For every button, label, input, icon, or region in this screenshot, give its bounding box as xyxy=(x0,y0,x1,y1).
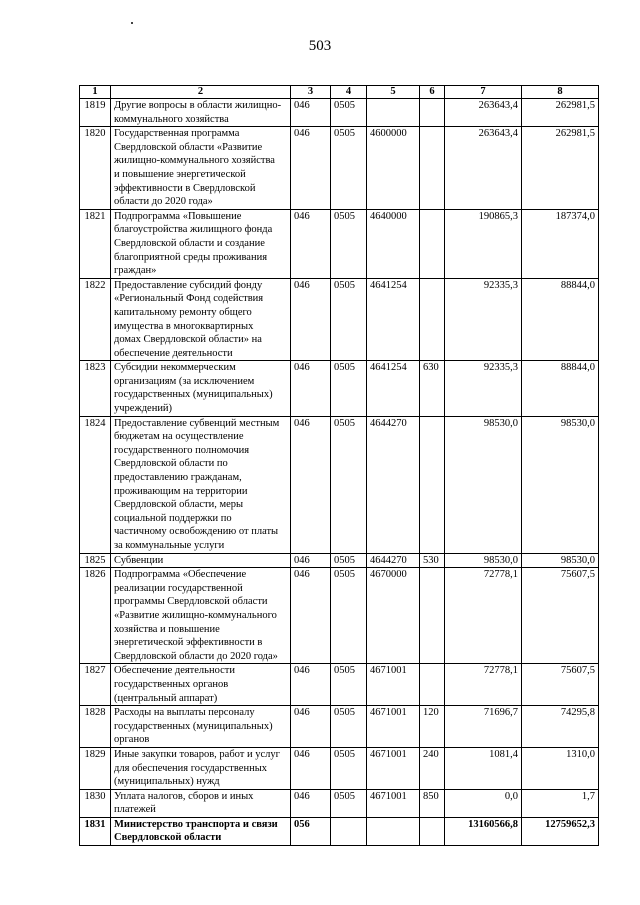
section-code xyxy=(331,817,367,845)
amount-col-7: 72778,1 xyxy=(445,568,522,664)
item-name xyxy=(111,209,291,278)
section-code: 0505 xyxy=(331,664,367,706)
col-header-3: 3 xyxy=(291,86,331,99)
item-name-line: благоустройства жилищного фонда xyxy=(114,224,273,236)
item-name-line: домах Свердловской области» на xyxy=(114,334,262,346)
ministry-code: 046 xyxy=(291,127,331,210)
expense-type-code: 240 xyxy=(420,747,445,789)
amount-col-8: 12759652,3 xyxy=(522,817,599,845)
item-name xyxy=(111,747,291,789)
target-article-code: 4600000 xyxy=(367,127,420,210)
item-name-line: Свердловской области и создание xyxy=(114,237,265,249)
item-name xyxy=(111,416,291,553)
item-name-line: органов xyxy=(114,734,150,746)
item-name-line: обеспечение деятельности xyxy=(114,347,233,359)
budget-table xyxy=(79,85,599,846)
expense-type-code: 850 xyxy=(420,789,445,817)
expense-type-code xyxy=(420,568,445,664)
section-code: 0505 xyxy=(331,278,367,361)
item-name-line: Расходы на выплаты персоналу xyxy=(114,707,255,719)
col-header-4: 4 xyxy=(331,86,367,99)
amount-col-8: 98530,0 xyxy=(522,416,599,553)
item-name-line: Свердловской области xyxy=(114,832,222,844)
row-number: 1820 xyxy=(80,127,111,210)
item-name-line: «Развитие жилищно-коммунального xyxy=(114,609,277,621)
item-name-line: и повышение энергетической xyxy=(114,168,246,180)
ministry-code: 046 xyxy=(291,568,331,664)
expense-type-code xyxy=(420,664,445,706)
table-body xyxy=(80,99,599,846)
section-code: 0505 xyxy=(331,789,367,817)
target-article-code: 4671001 xyxy=(367,664,420,706)
target-article-code: 4671001 xyxy=(367,706,420,748)
table-row xyxy=(80,706,599,748)
item-name-line: (центральный аппарат) xyxy=(114,692,218,704)
item-name-line: учреждений) xyxy=(114,403,173,415)
amount-col-8: 262981,5 xyxy=(522,127,599,210)
target-article-code: 4640000 xyxy=(367,209,420,278)
ministry-code: 046 xyxy=(291,553,331,568)
amount-col-7: 98530,0 xyxy=(445,416,522,553)
item-name-line: Свердловской области, меры xyxy=(114,499,244,511)
item-name-line: Министерство транспорта и связи xyxy=(114,818,278,830)
item-name xyxy=(111,99,291,127)
item-name-line: платежей xyxy=(114,804,156,816)
amount-col-8: 88844,0 xyxy=(522,361,599,416)
header-row xyxy=(80,86,599,99)
ministry-code: 046 xyxy=(291,664,331,706)
item-name-line: проживающим на территории xyxy=(114,485,248,497)
page-number: 503 xyxy=(308,38,332,54)
table-row xyxy=(80,416,599,553)
item-name xyxy=(111,553,291,568)
amount-col-8: 75607,5 xyxy=(522,568,599,664)
item-name-line: жилищно-коммунального хозяйства xyxy=(114,155,275,167)
target-article-code: 4671001 xyxy=(367,789,420,817)
amount-col-7: 263643,4 xyxy=(445,127,522,210)
section-code: 0505 xyxy=(331,99,367,127)
item-name-line: (муниципальных) нужд xyxy=(114,776,220,788)
expense-type-code: 530 xyxy=(420,553,445,568)
section-code: 0505 xyxy=(331,127,367,210)
target-article-code xyxy=(367,99,420,127)
ministry-code: 046 xyxy=(291,789,331,817)
item-name-line: Подпрограмма «Обеспечение xyxy=(114,569,247,581)
item-name-line: имущества в многоквартирных xyxy=(114,320,254,332)
table-row xyxy=(80,99,599,127)
target-article-code: 4644270 xyxy=(367,553,420,568)
target-article-code: 4641254 xyxy=(367,278,420,361)
item-name-line: Уплата налогов, сборов и иных xyxy=(114,790,254,802)
row-number: 1827 xyxy=(80,664,111,706)
row-number: 1822 xyxy=(80,278,111,361)
expense-type-code xyxy=(420,99,445,127)
item-name-line: «Региональный Фонд содействия xyxy=(114,293,264,305)
item-name-line: для обеспечения государственных xyxy=(114,762,267,774)
ministry-code: 046 xyxy=(291,747,331,789)
item-name-line: Подпрограмма «Повышение xyxy=(114,210,242,222)
amount-col-8: 88844,0 xyxy=(522,278,599,361)
item-name-line: государственных (муниципальных) xyxy=(114,720,273,732)
item-name-line: социальной поддержки по xyxy=(114,512,232,524)
expense-type-code: 630 xyxy=(420,361,445,416)
table-row xyxy=(80,568,599,664)
item-name xyxy=(111,706,291,748)
ministry-code: 046 xyxy=(291,99,331,127)
scan-speck xyxy=(131,22,133,24)
table-row xyxy=(80,747,599,789)
item-name xyxy=(111,361,291,416)
item-name-line: Свердловской области по xyxy=(114,458,228,470)
row-number: 1830 xyxy=(80,789,111,817)
item-name-line: частичному освобождению от платы xyxy=(114,526,279,538)
item-name-line: за коммунальные услуги xyxy=(114,540,225,551)
amount-col-8: 187374,0 xyxy=(522,209,599,278)
amount-col-8: 98530,0 xyxy=(522,553,599,568)
amount-col-7: 1081,4 xyxy=(445,747,522,789)
col-header-1: 1 xyxy=(80,86,111,99)
section-code: 0505 xyxy=(331,747,367,789)
col-header-2: 2 xyxy=(111,86,291,99)
amount-col-8: 1,7 xyxy=(522,789,599,817)
row-number: 1828 xyxy=(80,706,111,748)
item-name-line: хозяйства и повышение xyxy=(114,623,220,635)
item-name-line: государственных (муниципальных) xyxy=(114,389,273,401)
target-article-code: 4671001 xyxy=(367,747,420,789)
col-header-5: 5 xyxy=(367,86,420,99)
item-name-line: области до 2020 года» xyxy=(114,196,213,208)
item-name-line: Другие вопросы в области жилищно- xyxy=(114,100,282,111)
row-number: 1826 xyxy=(80,568,111,664)
item-name xyxy=(111,568,291,664)
item-name xyxy=(111,817,291,845)
table-row xyxy=(80,278,599,361)
row-number: 1823 xyxy=(80,361,111,416)
item-name xyxy=(111,127,291,210)
item-name-line: коммунального хозяйства xyxy=(114,113,229,125)
item-name-line: программы Свердловской области xyxy=(114,596,268,608)
expense-type-code xyxy=(420,416,445,553)
section-code: 0505 xyxy=(331,568,367,664)
amount-col-7: 263643,4 xyxy=(445,99,522,127)
row-number: 1829 xyxy=(80,747,111,789)
target-article-code: 4644270 xyxy=(367,416,420,553)
row-number: 1821 xyxy=(80,209,111,278)
row-number: 1819 xyxy=(80,99,111,127)
item-name-line: организациям (за исключением xyxy=(114,375,255,387)
table-row xyxy=(80,209,599,278)
amount-col-7: 92335,3 xyxy=(445,361,522,416)
table-row xyxy=(80,789,599,817)
item-name xyxy=(111,278,291,361)
expense-type-code xyxy=(420,209,445,278)
col-header-6: 6 xyxy=(420,86,445,99)
target-article-code xyxy=(367,817,420,845)
col-header-7: 7 xyxy=(445,86,522,99)
item-name-line: государственного полномочия xyxy=(114,444,250,456)
row-number: 1824 xyxy=(80,416,111,553)
ministry-code: 046 xyxy=(291,706,331,748)
section-code: 0505 xyxy=(331,553,367,568)
target-article-code: 4641254 xyxy=(367,361,420,416)
amount-col-8: 75607,5 xyxy=(522,664,599,706)
ministry-code: 046 xyxy=(291,361,331,416)
ministry-code: 046 xyxy=(291,209,331,278)
amount-col-8: 1310,0 xyxy=(522,747,599,789)
item-name-line: эффективности в Свердловской xyxy=(114,182,256,194)
table-row xyxy=(80,553,599,568)
item-name-line: Свердловской области до 2020 года» xyxy=(114,650,278,662)
target-article-code: 4670000 xyxy=(367,568,420,664)
amount-col-7: 13160566,8 xyxy=(445,817,522,845)
expense-type-code xyxy=(420,127,445,210)
item-name-line: капитальному ремонту общего xyxy=(114,306,252,318)
item-name-line: бюджетам на осуществление xyxy=(114,431,244,443)
item-name-line: Предоставление субвенций местным xyxy=(114,417,280,429)
section-code: 0505 xyxy=(331,706,367,748)
row-number: 1825 xyxy=(80,553,111,568)
item-name-line: энергетической эффективности в xyxy=(114,637,263,649)
expense-type-code xyxy=(420,817,445,845)
expense-type-code: 120 xyxy=(420,706,445,748)
item-name-line: граждан» xyxy=(114,265,157,277)
table-row xyxy=(80,127,599,210)
item-name-line: государственных органов xyxy=(114,678,229,690)
item-name-line: предоставлению гражданам, xyxy=(114,472,242,484)
section-code: 0505 xyxy=(331,361,367,416)
item-name xyxy=(111,664,291,706)
item-name-line: Субсидии некоммерческим xyxy=(114,362,236,374)
amount-col-7: 0,0 xyxy=(445,789,522,817)
item-name-line: благоприятной среды проживания xyxy=(114,251,268,263)
item-name-line: Субвенции xyxy=(114,554,164,566)
table-row xyxy=(80,664,599,706)
ministry-code: 046 xyxy=(291,278,331,361)
ministry-code: 046 xyxy=(291,416,331,553)
item-name-line: Иные закупки товаров, работ и услуг xyxy=(114,748,280,760)
section-code: 0505 xyxy=(331,416,367,553)
item-name xyxy=(111,789,291,817)
amount-col-7: 92335,3 xyxy=(445,278,522,361)
item-name-line: Обеспечение деятельности xyxy=(114,665,235,677)
amount-col-8: 74295,8 xyxy=(522,706,599,748)
item-name-line: реализации государственной xyxy=(114,582,243,594)
item-name-line: Свердловской области «Развитие xyxy=(114,141,263,153)
expense-type-code xyxy=(420,278,445,361)
item-name-line: Предоставление субсидий фонду xyxy=(114,279,263,291)
section-code: 0505 xyxy=(331,209,367,278)
table-row xyxy=(80,817,599,845)
amount-col-7: 98530,0 xyxy=(445,553,522,568)
amount-col-7: 72778,1 xyxy=(445,664,522,706)
amount-col-7: 190865,3 xyxy=(445,209,522,278)
amount-col-8: 262981,5 xyxy=(522,99,599,127)
item-name-line: Государственная программа xyxy=(114,128,240,140)
row-number: 1831 xyxy=(80,817,111,845)
table-row xyxy=(80,361,599,416)
ministry-code: 056 xyxy=(291,817,331,845)
col-header-8: 8 xyxy=(522,86,599,99)
amount-col-7: 71696,7 xyxy=(445,706,522,748)
